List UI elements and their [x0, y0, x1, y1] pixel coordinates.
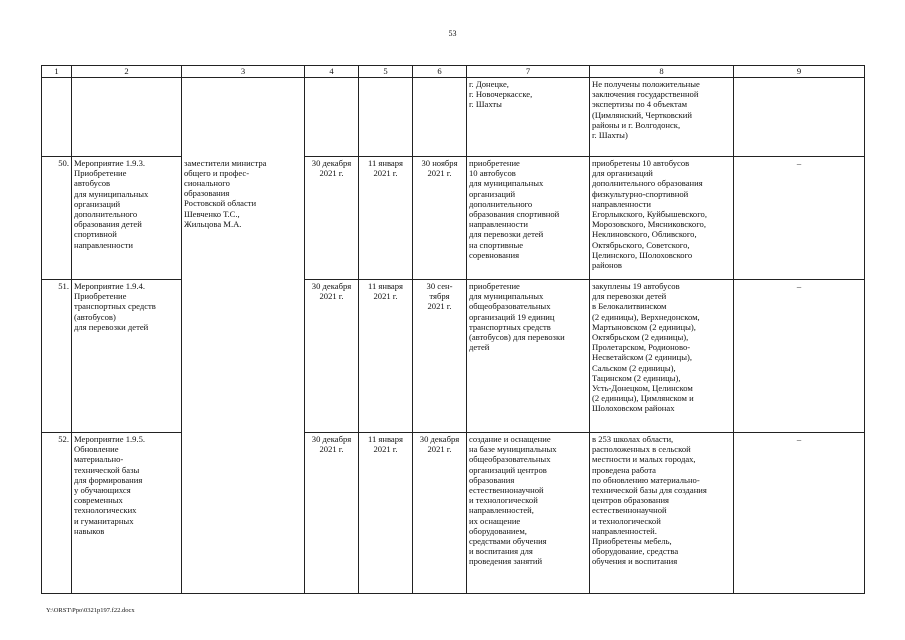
header-col-6: 6 — [413, 66, 467, 78]
header-col-2: 2 — [72, 66, 182, 78]
header-col-3: 3 — [182, 66, 305, 78]
cont-cell-3 — [182, 78, 305, 157]
cont-cell-6 — [413, 78, 467, 157]
expected-result: приобретение для муниципальных общеобразовательных организаций 19 единиц транспортных средств (автобусов) для перевозки детей — [467, 280, 590, 433]
responsible-persons — [182, 280, 305, 433]
header-col-5: 5 — [359, 66, 413, 78]
header-col-1: 1 — [42, 66, 72, 78]
actual-end-date: 30 декабря 2021 г. — [413, 433, 467, 594]
activity-name: Мероприятие 1.9.5. Обновление материально- технической базы для формирования у обучающихся современных технологических и гуманитарных навыков — [72, 433, 182, 594]
header-col-8: 8 — [590, 66, 734, 78]
row-number: 52. — [42, 433, 72, 594]
responsible-persons: заместители министра общего и профес- сионального образования Ростовской области Шевченко Т.С., Жильцова М.А. — [182, 157, 305, 280]
page-number: 53 — [448, 29, 457, 38]
cont-cell-5 — [359, 78, 413, 157]
actual-start-date: 11 января 2021 г. — [359, 157, 413, 280]
actual-end-date: 30 ноября 2021 г. — [413, 157, 467, 280]
cont-cell-4 — [305, 78, 359, 157]
actual-result: приобретены 10 автобусов для организаций дополнительного образования физкультурно-спортивной направленности Егорлыкского, Куйбышевского, Морозовского, Мясниковского, Неклиновского, Обливского, Октябрьского, Советского, Целинского, Шолоховского районов — [590, 157, 734, 280]
actual-result: в 253 школах области, расположенных в сельской местности и малых городах, проведена работа по обновлению материально- технической базы для создания центров образования естественнонаучной и технологической направленностей. Приобретены мебель, оборудование, средства обучения и воспитания — [590, 433, 734, 594]
cont-cell-8: Не получены положительные заключения государственной экспертизы по 4 объектам (Цимлянский, Чертковский районы и г. Волгодонск, г. Шахты) — [590, 78, 734, 157]
activity-name: Мероприятие 1.9.3. Приобретение автобусов для муниципальных организаций дополнительного образования детей спортивной направленности — [72, 157, 182, 280]
notes: – — [734, 433, 865, 594]
table-row — [42, 280, 865, 433]
notes: – — [734, 280, 865, 433]
header-col-4: 4 — [305, 66, 359, 78]
planned-end-date: 30 декабря 2021 г. — [305, 280, 359, 433]
plan-table — [41, 65, 865, 594]
actual-start-date: 11 января 2021 г. — [359, 433, 413, 594]
planned-end-date: 30 декабря 2021 г. — [305, 433, 359, 594]
table-row — [42, 157, 865, 280]
cont-cell-2 — [72, 78, 182, 157]
actual-start-date: 11 января 2021 г. — [359, 280, 413, 433]
actual-result: закуплены 19 автобусов для перевозки детей в Белокалитвинском (2 единицы), Верхнедонском, Мартыновском (2 единицы), Октябрьском (2 единицы), Пролетарском, Родионово- Несветайском (2 единицы), Сальском (2 единицы), Тацинском (2 единицы), Усть-Донецком, Целинском (2 единицы), Цимлянском и Шолоховском районах — [590, 280, 734, 433]
cont-cell-1 — [42, 78, 72, 157]
cont-cell-9 — [734, 78, 865, 157]
header-col-7: 7 — [467, 66, 590, 78]
header-row — [42, 66, 865, 78]
notes: – — [734, 157, 865, 280]
continuation-row — [42, 78, 865, 157]
header-col-9: 9 — [734, 66, 865, 78]
planned-end-date: 30 декабря 2021 г. — [305, 157, 359, 280]
expected-result: создание и оснащение на базе муниципальных общеобразовательных организаций центров образования естественнонаучной и технологической направленностей, их оснащение оборудованием, средствами обучения и воспитания для проведения занятий — [467, 433, 590, 594]
file-path-footer: Y:\ORST\Ppo\0321p197.f22.docx — [46, 607, 135, 614]
actual-end-date: 30 сен- тября 2021 г. — [413, 280, 467, 433]
responsible-persons — [182, 433, 305, 594]
activity-name: Мероприятие 1.9.4. Приобретение транспортных средств (автобусов) для перевозки детей — [72, 280, 182, 433]
row-number: 50. — [42, 157, 72, 280]
expected-result: приобретение 10 автобусов для муниципальных организаций дополнительного образования спортивной направленности для перевозки детей на спортивные соревнования — [467, 157, 590, 280]
cont-cell-7: г. Донецке, г. Новочеркасске, г. Шахты — [467, 78, 590, 157]
table-row — [42, 433, 865, 594]
row-number: 51. — [42, 280, 72, 433]
